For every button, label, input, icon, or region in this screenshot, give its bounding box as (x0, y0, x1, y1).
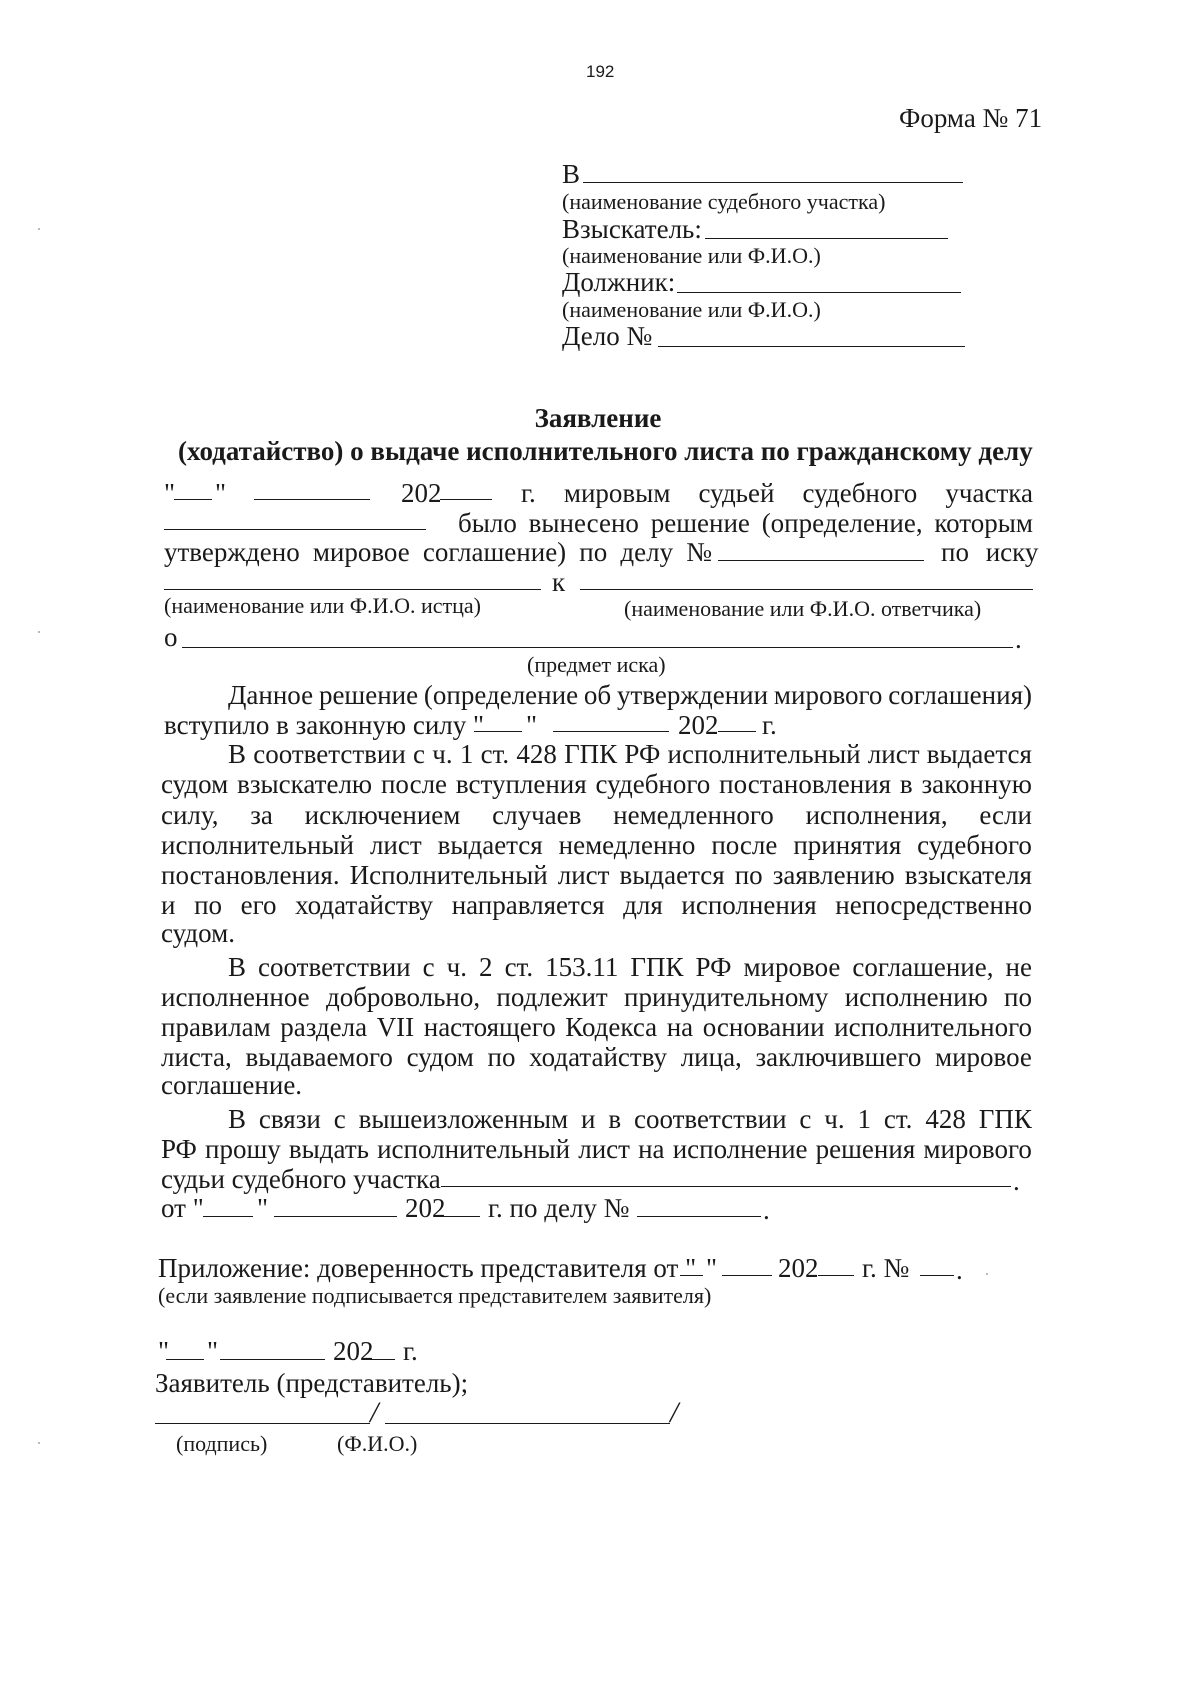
word: для (623, 890, 663, 920)
word: на (638, 1134, 665, 1164)
word: мирового (773, 680, 883, 710)
word: лист (557, 860, 610, 890)
word: мирового (923, 1134, 1032, 1164)
word: (определение (423, 680, 579, 710)
word: исполнительный (377, 1134, 571, 1164)
word: по (1004, 982, 1032, 1012)
p1-line-1 (228, 679, 1032, 711)
scan-speck (38, 1442, 40, 1444)
intro-line-3-text (164, 536, 712, 568)
day-line[interactable] (174, 499, 212, 500)
word: добровольно, (325, 982, 481, 1012)
word: исполнительный (161, 830, 355, 860)
judge-district-line[interactable] (441, 1186, 1011, 1187)
word: законную (921, 769, 1032, 799)
word: немедленного (613, 800, 774, 830)
word: утверждено (164, 537, 300, 567)
word: которым (934, 508, 1033, 538)
word: по (579, 537, 608, 567)
word: г. (521, 478, 536, 508)
word: выдается (619, 860, 725, 890)
word: выдать (288, 1134, 369, 1164)
word: 1 (857, 1104, 872, 1134)
sign-month-line[interactable] (220, 1359, 325, 1360)
word: взыскателя (904, 860, 1032, 890)
word: ч. (446, 952, 467, 982)
word: мировое (935, 1042, 1032, 1072)
word: если (979, 800, 1032, 830)
addressee-prefix: В (562, 159, 581, 189)
word: случаев (492, 800, 582, 830)
word: ГПК (564, 739, 618, 769)
word: листа, (161, 1042, 232, 1072)
word: исполнительный (667, 739, 861, 769)
word: Данное (228, 680, 314, 710)
year-prefix: 202 (401, 478, 442, 508)
p2-line-6 (161, 889, 1032, 921)
word: мировое (743, 952, 841, 982)
plaintiff-caption: (наименование или Ф.И.О. истца) (164, 593, 481, 618)
word: делу (620, 537, 674, 567)
p3-line-1 (228, 951, 1032, 983)
word: ч. (824, 1104, 845, 1134)
word: исполнительного (834, 1012, 1032, 1042)
word: РФ (161, 1134, 197, 1164)
p3-line-2 (161, 981, 1032, 1013)
word: по (734, 860, 763, 890)
word: силу, (161, 800, 219, 830)
p4-year-prefix: 202 (405, 1193, 446, 1223)
sign-year-line[interactable] (371, 1359, 395, 1360)
p2-line-4 (161, 829, 1032, 861)
decision-case-line[interactable] (637, 1216, 761, 1217)
word: по (194, 890, 223, 920)
word: соглашение, (852, 952, 994, 982)
word: настоящего (423, 1012, 556, 1042)
word: основании (702, 1012, 825, 1042)
p3-line-3 (161, 1011, 1032, 1043)
word: с (413, 739, 426, 769)
poa-number-line[interactable] (920, 1275, 954, 1276)
case-number-line[interactable] (658, 346, 965, 347)
word: судебного (802, 478, 918, 508)
p2-last-line: судом. (161, 918, 235, 948)
word: вступления (455, 769, 587, 799)
scan-speck (38, 631, 40, 633)
p4-line-3-period: . (1013, 1166, 1020, 1196)
p4-line-2 (161, 1133, 1032, 1165)
word: соглашение) (422, 537, 567, 567)
word: с (799, 1104, 812, 1134)
word: лист (867, 739, 920, 769)
debtor-line[interactable] (677, 292, 961, 293)
word: ч. (432, 739, 453, 769)
suit-text: по иску (941, 537, 1039, 567)
word: направляется (451, 890, 605, 920)
word: В (228, 739, 247, 769)
attachment-period: . (956, 1255, 963, 1285)
word: прошу (205, 1134, 281, 1164)
poa-month-line[interactable] (722, 1275, 772, 1276)
subject-line[interactable] (182, 647, 1013, 648)
word: связи (258, 1104, 321, 1134)
word: 428 (516, 739, 557, 769)
signature-caption: (подпись) (176, 1431, 268, 1456)
word: соглашения) (888, 680, 1032, 710)
p3-last-line: соглашение. (161, 1070, 303, 1100)
word: соответствии (258, 952, 411, 982)
word: (определение, (761, 508, 923, 538)
p4-line-3-start: судьи судебного участка (161, 1164, 441, 1194)
word: и (161, 890, 176, 920)
case-label: Дело № (562, 321, 653, 351)
word: ст. (480, 739, 510, 769)
word: непосредственно (835, 890, 1032, 920)
sign-year-suffix: г. (403, 1336, 418, 1366)
plaintiff-line[interactable] (164, 589, 541, 590)
word: ГПК (630, 952, 684, 982)
p1-year-suffix: г. (762, 710, 777, 740)
word: В (228, 952, 247, 982)
force-day-line[interactable] (474, 731, 522, 732)
p2-line-2 (161, 768, 1032, 800)
decision-day-line[interactable] (203, 1216, 253, 1217)
court-name-line[interactable] (583, 182, 963, 183)
form-number: Форма № 71 (899, 103, 1043, 133)
word: подлежит (496, 982, 608, 1012)
word: утверждении (616, 680, 769, 710)
court-caption: (наименование судебного участка) (562, 189, 886, 214)
attachment-no-label: г. № (862, 1253, 910, 1283)
force-year-line[interactable] (718, 731, 756, 732)
poa-year-line[interactable] (818, 1275, 854, 1276)
sign-open-quote: " (158, 1336, 170, 1366)
p2-line-1 (228, 738, 1032, 770)
word: постановления (719, 769, 892, 799)
defendant-caption: (наименование или Ф.И.О. ответчика) (624, 596, 982, 621)
scan-speck (38, 228, 40, 230)
debtor-caption: (наименование или Ф.И.О.) (562, 297, 821, 322)
word: исполненное (161, 982, 310, 1012)
sign-year-prefix: 202 (333, 1336, 374, 1366)
word: исключением (304, 800, 461, 830)
word: заявлению (772, 860, 895, 890)
word: мировое (312, 537, 410, 567)
word: его (240, 890, 277, 920)
word: ГПК (978, 1104, 1032, 1134)
word: лист (369, 830, 422, 860)
defendant-line[interactable] (580, 589, 1033, 590)
word: исполнения (681, 890, 817, 920)
word: 153.11 (545, 952, 619, 982)
p4-close-quote: " (257, 1193, 269, 1223)
word: выдаваемого (245, 1042, 393, 1072)
word: принятия (793, 830, 902, 860)
p2-line-3 (161, 799, 1032, 831)
fio-caption: (Ф.И.О.) (337, 1431, 418, 1456)
word: постановления. (161, 860, 340, 890)
word: вышеизложенным (358, 1104, 569, 1134)
word: немедленно (558, 830, 696, 860)
case-no-line[interactable] (718, 560, 924, 561)
word: Исполнительный (349, 860, 548, 890)
word: выдается (437, 830, 543, 860)
word: судом (406, 1042, 474, 1072)
word: правилам (161, 1012, 271, 1042)
word: в (899, 769, 913, 799)
word: принудительному (624, 982, 829, 1012)
claimant-line[interactable] (705, 238, 948, 239)
open-quote: " (164, 478, 176, 508)
word: мировым (563, 478, 671, 508)
word: вынесено (528, 508, 639, 538)
intro-line-2-text (458, 507, 1033, 539)
word: выдается (926, 739, 1032, 769)
word: заключившего (755, 1042, 922, 1072)
word: исполнения, (805, 800, 948, 830)
word: по (487, 1042, 516, 1072)
word: судом (161, 769, 229, 799)
word: решение (318, 680, 419, 710)
attachment-text: Приложение: доверенность представителя от " (158, 1253, 697, 1283)
word: лица, (680, 1042, 742, 1072)
p1-line-2-start: вступило в законную силу " (164, 710, 485, 740)
word: в (608, 1104, 622, 1134)
word: решения (815, 1134, 916, 1164)
subject-caption: (предмет иска) (527, 652, 666, 677)
word: 1 (459, 739, 474, 769)
word: ст. (504, 952, 534, 982)
word: РФ (624, 739, 661, 769)
decision-year-line[interactable] (444, 1216, 480, 1217)
p4-line-4-period: . (763, 1195, 770, 1225)
poa-day-line[interactable] (680, 1275, 703, 1276)
word: 428 (925, 1104, 966, 1134)
force-month-line[interactable] (553, 731, 669, 732)
attachment-close-quote: " (706, 1253, 718, 1283)
word: В (228, 1104, 247, 1134)
year-line[interactable] (440, 499, 492, 500)
word: за (250, 800, 273, 830)
close-quote: " (215, 478, 227, 508)
word: соответствии (253, 739, 406, 769)
fio-line[interactable] (385, 1423, 670, 1424)
attachment-caption: (если заявление подписывается представителем заявителя) (158, 1283, 712, 1308)
word: 2 (479, 952, 493, 982)
p4-case-text: г. по делу № (488, 1193, 630, 1223)
p4-line-4-start: от " (161, 1193, 204, 1223)
word: исполнению (844, 982, 988, 1012)
word: раздела (280, 1012, 368, 1042)
court-district-line[interactable] (164, 529, 426, 530)
word: соответствии (633, 1104, 787, 1134)
word: после (380, 769, 448, 799)
word: на (666, 1012, 694, 1042)
subject-period: . (1015, 624, 1022, 654)
title-line-2: (ходатайство) о выдаче исполнительного листа по гражданскому делу (178, 436, 1033, 466)
word: исполнение (672, 1134, 808, 1164)
word: после (711, 830, 778, 860)
sign-day-line[interactable] (166, 1359, 204, 1360)
slash-divider-1: / (370, 1396, 379, 1429)
word: № (686, 537, 712, 567)
versus-label: к (552, 567, 566, 597)
page-number: 192 (586, 62, 615, 81)
slash-divider-2: / (670, 1396, 679, 1429)
about-label: о (164, 622, 178, 652)
scan-speck (986, 1273, 988, 1275)
word: об (583, 680, 612, 710)
word: участка (945, 478, 1033, 508)
attachment-year-prefix: 202 (778, 1253, 819, 1283)
word: VII (376, 1012, 415, 1042)
sign-close-quote: " (207, 1336, 219, 1366)
decision-month-line[interactable] (274, 1216, 397, 1217)
word: судебного (917, 830, 1032, 860)
word: судебного (595, 769, 711, 799)
word: и (580, 1104, 596, 1134)
word: РФ (695, 952, 732, 982)
p2-line-5 (161, 859, 1032, 891)
word: лист (578, 1134, 630, 1164)
word: решение (650, 508, 750, 538)
p4-line-1 (228, 1103, 1032, 1135)
signature-line[interactable] (155, 1423, 370, 1424)
word: с (422, 952, 435, 982)
claimant-label: Взыскатель: (562, 214, 702, 244)
word: ст. (883, 1104, 913, 1134)
word: было (458, 508, 517, 538)
title-line-1: Заявление (534, 403, 662, 433)
word: Кодекса (565, 1012, 658, 1042)
p1-close-quote: " (526, 710, 538, 740)
word: взыскателю (237, 769, 373, 799)
intro-line-1-text (521, 477, 1033, 509)
word: с (333, 1104, 346, 1134)
p1-year-prefix: 202 (678, 710, 719, 740)
applicant-label: Заявитель (представитель); (155, 1368, 469, 1398)
claimant-caption: (наименование или Ф.И.О.) (562, 243, 821, 268)
word: ходатайству (295, 890, 434, 920)
word: судьей (698, 478, 775, 508)
debtor-label: Должник: (562, 267, 676, 297)
month-line[interactable] (254, 499, 370, 500)
word: ходатайству (529, 1042, 668, 1072)
word: не (1005, 952, 1032, 982)
